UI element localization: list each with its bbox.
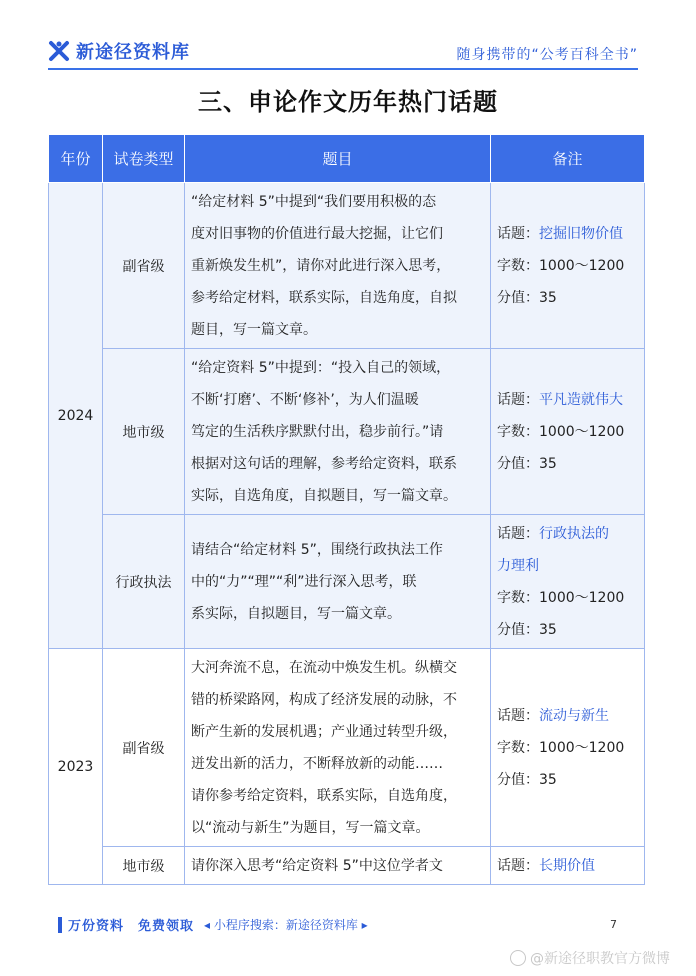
topic-cell [185,847,491,885]
footer-free: 免费领取 [138,919,195,934]
essay-topics-table [48,134,645,885]
weibo-icon [510,950,526,966]
note-words: 字数：1000～1200 [497,257,625,274]
note-words: 字数：1000～1200 [497,423,625,440]
note-topic-value: 长期价值 [539,857,595,874]
type-cell: 行政执法 [103,515,185,649]
table-row [49,183,645,349]
topic-line: 请你深入思考“给定资料 5”中这位学者文 [191,857,443,874]
brand-logo [48,38,190,64]
weibo-watermark [510,948,670,968]
note-cell [491,847,645,885]
note-cell [491,183,645,349]
note-topic-value-cont: 力理利 [497,557,539,574]
col-header-year: 年份 [49,135,103,183]
table-row [49,515,645,649]
note-topic-value: 行政执法的 [539,525,609,542]
table-header-row [49,135,645,183]
topic-cell [185,349,491,515]
note-cell [491,515,645,649]
note-topic-value: 流动与新生 [539,707,609,724]
table-row [49,349,645,515]
note-topic-value: 平凡造就伟大 [539,391,623,408]
topic-line: 错的桥梁路网，构成了经济发展的动脉，不 [191,691,457,708]
topic-line: 度对旧事物的价值进行最大挖掘，让它们 [191,225,443,242]
footer [58,915,368,934]
type-cell: 副省级 [103,649,185,847]
topic-line: 笃定的生活秩序默默付出，稳步前行。”请 [191,423,444,440]
topic-cell [185,183,491,349]
header-divider [48,68,638,70]
topic-line: 题目，写一篇文章。 [191,321,317,338]
note-cell [491,649,645,847]
col-header-type: 试卷类型 [103,135,185,183]
topic-line: 参考给定材料，联系实际，自选角度，自拟 [191,289,457,306]
note-topic-label: 话题： [497,707,539,724]
footer-mini-program: ◂ 小程序搜索：新途径资料库 ▸ [204,918,368,932]
footer-main: 万份资料 [68,919,125,934]
topic-line: 根据对这句话的理解，参考给定资料，联系 [191,455,457,472]
note-topic [497,850,638,882]
note-score: 分值：35 [497,771,557,788]
note-topic [497,384,638,416]
topic-line: “给定资料 5”中提到：“投入自己的领域， [191,359,451,376]
note-topic [497,218,638,250]
x-logo-icon [48,40,70,62]
note-words: 字数：1000～1200 [497,589,625,606]
table-row [49,847,645,885]
page-title: 三、申论作文历年热门话题 [198,88,498,116]
topic-line: 不断‘打磨’、不断‘修补’，为人们温暖 [191,391,419,408]
topic-line: 断产生新的发展机遇；产业通过转型升级， [191,723,457,740]
type-cell: 地市级 [103,349,185,515]
footer-bar [58,917,62,933]
year-cell: 2024 [49,183,103,649]
note-score: 分值：35 [497,289,557,306]
topic-line: “给定材料 5”中提到“我们要用积极的态 [191,193,437,210]
page-number: 7 [610,918,617,931]
col-header-note: 备注 [491,135,645,183]
note-topic-label: 话题： [497,525,539,542]
topic-line: 大河奔流不息，在流动中焕发生机。纵横交 [191,659,457,676]
note-topic-label: 话题： [497,391,539,408]
topic-line: 请你参考给定资料，联系实际，自选角度， [191,787,457,804]
topic-line: 中的“力”“理”“利”进行深入思考，联 [191,573,417,590]
note-topic [497,700,638,732]
note-score: 分值：35 [497,621,557,638]
topic-line: 以“流动与新生”为题目，写一篇文章。 [191,819,430,836]
col-header-topic: 题目 [185,135,491,183]
year-cell: 2023 [49,649,103,885]
note-topic-label: 话题： [497,225,539,242]
note-topic-value: 挖掘旧物价值 [539,225,623,242]
header-slogan: 随身携带的“公考百科全书” [456,47,638,63]
topic-cell [185,649,491,847]
note-topic [497,518,638,550]
note-topic-label: 话题： [497,857,539,874]
note-cell [491,349,645,515]
note-words: 字数：1000～1200 [497,739,625,756]
type-cell: 地市级 [103,847,185,885]
topic-line: 系实际，自拟题目，写一篇文章。 [191,605,401,622]
weibo-watermark-text: @新途径职教官方微博 [530,951,670,967]
table-row [49,649,645,847]
topic-line: 实际，自选角度，自拟题目，写一篇文章。 [191,487,457,504]
logo-text: 新途径资料库 [76,42,190,63]
topic-line: 迸发出新的活力，不断释放新的动能…… [191,755,443,772]
topic-line: 重新焕发生机”，请你对此进行深入思考， [191,257,451,274]
note-score: 分值：35 [497,455,557,472]
topic-line: 请结合“给定材料 5”，围绕行政执法工作 [191,541,443,558]
type-cell: 副省级 [103,183,185,349]
topic-cell [185,515,491,649]
